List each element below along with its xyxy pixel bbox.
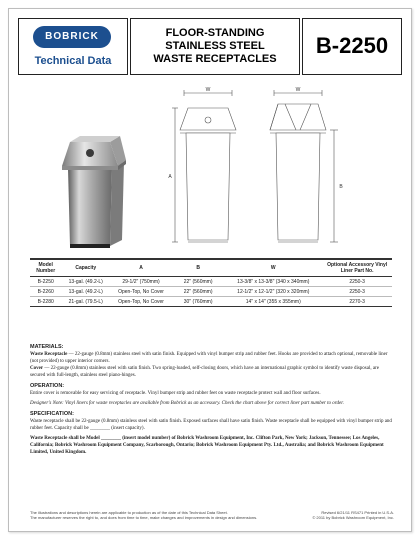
table-row (30, 277, 392, 287)
logo-box (18, 18, 128, 75)
table-header-row (30, 259, 392, 277)
col-header-b: B (172, 259, 224, 277)
model-number: B-2250 (315, 33, 389, 58)
table-cell: Open-Top, No Cover (110, 297, 172, 307)
footer-revision: Revised 6/21/11 RS471 Printed in U.S.A. (321, 510, 394, 515)
col-header-w: W (224, 259, 322, 277)
table-cell: 14" x 14" (355 x 355mm) (224, 297, 322, 307)
table-cell: 29-1/2" (750mm) (110, 277, 172, 287)
col-header-model: Model Number (30, 259, 61, 277)
title-box (130, 18, 300, 75)
materials-lead: Waste Receptacle (30, 352, 68, 357)
title-line: STAINLESS STEEL (165, 40, 265, 52)
table-cell: 2270-3 (322, 297, 392, 307)
title-line: WASTE RECEPTACLES (153, 53, 277, 65)
dimension-drawings (166, 82, 386, 252)
col-header-a: A (110, 259, 172, 277)
operation-paragraph: Entire cover is removable for easy servicing of receptacle. Vinyl bumper strip and rubber feet on waste receptacle protect wall and floor surfaces. (30, 391, 321, 396)
table-cell: 13-3/8" x 13-3/8" (340 x 340mm) (224, 277, 322, 287)
cover-text: — 22-gauge (0.8mm) stainless steel with satin finish. Two spring-loaded, self-closing doors, which have an international graphic symbol to identify waste disposal, are secured with full-length, stainless steel piano-hinges. (30, 366, 379, 378)
dim-a-label: A (168, 174, 172, 180)
materials-heading: MATERIALS: (30, 344, 64, 350)
footer-disclaimer: The illustrations and descriptions herein are applicable to production as of the date of this Technical Data Sheet. (30, 510, 228, 515)
table-cell: B-2260 (30, 287, 61, 297)
cover-paragraph (30, 365, 394, 379)
dim-w-front-label: W (205, 87, 211, 93)
designer-note: Designer's Note: Vinyl liners for waste receptacles are available from Bobrick as an accessory. Check the chart above for correct liner part number to order. (30, 401, 344, 406)
cover-lead: Cover (30, 366, 44, 371)
model-table (30, 258, 392, 307)
header (18, 18, 402, 75)
table-cell: Open-Top, No Cover (110, 287, 172, 297)
table-cell: 12-1/2" x 12-1/2" (320 x 320mm) (224, 287, 322, 297)
table-cell: 22" (560mm) (172, 287, 224, 297)
table-cell: B-2250 (30, 277, 61, 287)
specification-heading: SPECIFICATION: (30, 411, 74, 417)
operation-heading: OPERATION: (30, 383, 65, 389)
table-row (30, 287, 392, 297)
product-photo (48, 108, 134, 256)
table-cell: 2250-3 (322, 277, 392, 287)
table-cell: 2250-3 (322, 287, 392, 297)
title-line: FLOOR-STANDING (165, 27, 265, 39)
technical-data-label: Technical Data (34, 55, 112, 67)
col-header-capacity: Capacity (61, 259, 110, 277)
specification-paragraph: Waste receptacle shall be 22-gauge (0.8mm) stainless steel with satin finish. Exposed surfaces shall have satin finish. Waste receptacle shall be equipped with vinyl bumper strip and rubber feet. Capacity shall be ________ (insert capacity). (30, 419, 392, 431)
table-cell: 30" (760mm) (172, 297, 224, 307)
table-cell: 13-gal. (49.2-L) (61, 277, 110, 287)
bobrick-logo: BOBRICK (33, 26, 111, 48)
footer-copyright: © 2011 by Bobrick Washroom Equipment, Inc. (312, 515, 394, 520)
table-cell: 22" (560mm) (172, 277, 224, 287)
materials-text: — 22-gauge (0.8mm) stainless steel with satin finish. Equipped with vinyl bumper strip and rubber feet. Hooks are provided to attach optional, removable liner (not provided) to upper interior corners. (30, 352, 388, 364)
model-spec-paragraph: Waste Receptacle shall be Model ________ (insert model number) of Bobrick Washroom Equipment, Inc. Clifton Park, New York; Jackson, Tennessee; Los Angeles, California; Bobrick Washroom Equipment Company, Scarborough, Ontario; Bobrick Washroom Equipment Pty. Ltd., Australia; and Bobrick Washroom Equipment Limited, United Kingdom. (30, 436, 384, 455)
col-header-liner: Optional Accessory Vinyl Liner Part No. (322, 259, 392, 277)
materials-paragraph (30, 351, 394, 365)
table-cell: 21-gal. (79.5-L) (61, 297, 110, 307)
dim-b-label: B (339, 184, 343, 190)
table-cell: 13-gal. (49.2-L) (61, 287, 110, 297)
model-box (302, 18, 402, 75)
dim-w-side-label: W (295, 87, 301, 93)
footer-disclaimer: The manufacturer reserves the right to, and does from time to time, make changes and improvements in design and dimensions. (30, 515, 258, 520)
table-row (30, 297, 392, 307)
table-cell: B-2280 (30, 297, 61, 307)
body-text (30, 344, 394, 456)
